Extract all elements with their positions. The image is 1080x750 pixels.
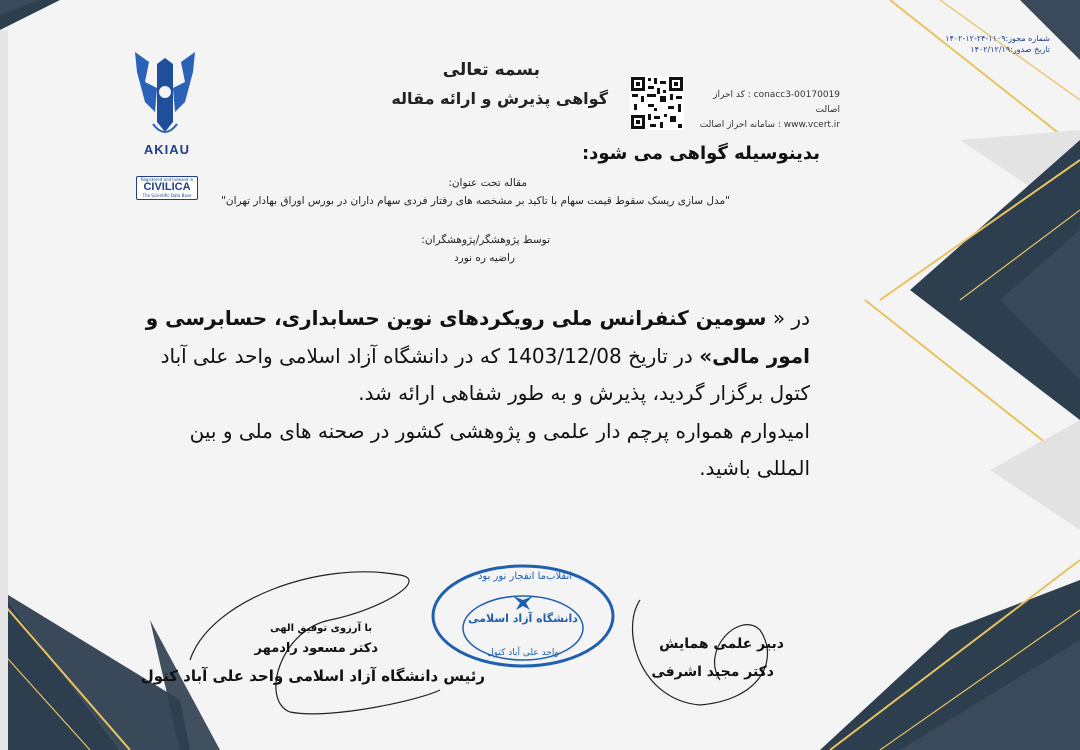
right-signer-title: دبیر علمی همایش <box>659 636 784 652</box>
closing-wish: امیدوارم همواره پرچم دار علمی و پژوهشی کشور در صحنه های ملی و بین المللی باشید. <box>189 418 810 480</box>
body-rest: که در دانشگاه آزاد اسلامی واحد علی آباد کتول برگزار گردید، پذیرش و به طور شفاهی ارائه شد. <box>160 343 810 405</box>
researchers-label: توسط پژوهشگر/پژوهشگران: <box>421 234 550 246</box>
body-prefix: در « <box>766 306 810 330</box>
verification-info <box>690 88 840 133</box>
left-edge-band <box>0 30 8 750</box>
right-signer-name: دکتر مجید اشرفی <box>651 664 774 680</box>
qr-code <box>630 76 684 130</box>
issue-date: تاریخ صدور:۱۴۰۲/۱۲/۱۹ <box>970 45 1050 54</box>
decor-top-left <box>0 0 60 30</box>
certificate-body <box>140 300 810 488</box>
signature-right-scribble <box>633 600 768 705</box>
researcher-name: راضیه ره نورد <box>453 252 515 264</box>
stamp-arc-text: انقلاب‌ما انفجار نور بود <box>477 571 573 582</box>
article-label: مقاله تحت عنوان: <box>448 177 527 189</box>
left-signer-title: رئیس دانشگاه آزاد اسلامی واحد علی آباد کتول <box>140 667 485 685</box>
stamp-line-2: واحد علی آباد کتول <box>487 648 559 658</box>
basmala: بسمه تعالی <box>442 60 540 80</box>
decor-right <box>865 140 1080 530</box>
left-signer-name: دکتر مسعود رادمهر <box>254 641 378 656</box>
verification-site[interactable]: www.vcert.ir : سامانه احراز اصالت <box>699 120 840 130</box>
conference-name: سومین کنفرانس ملی رویکردهای نوین حسابداری، حسابرسی و امور مالی <box>145 306 810 368</box>
certificate-meta <box>940 33 1050 55</box>
civilica-logo-text: CIVILICA <box>143 181 191 193</box>
left-signer-wish: با آرزوی توفیق الهی <box>270 623 372 634</box>
certifies-heading: بدینوسیله گواهی می شود: <box>581 143 820 164</box>
university-logo-caption: AKIAU <box>143 142 191 157</box>
civilica-bottom-text: The Scientific Data Base <box>142 193 192 198</box>
body-close: » <box>699 343 713 368</box>
verification-code: conacc3-00170019 : کد احراز اصالت <box>713 90 840 115</box>
date-phrase: در تاریخ <box>621 343 700 368</box>
certificate-title: گواهی پذیرش و ارائه مقاله <box>391 89 608 108</box>
article-title: "مدل سازی ریسک سقوط قیمت سهام با تاکید بر مشخصه های رفتار فردی سهام داران در بورس اوراق بهادار تهران" <box>221 195 730 207</box>
university-logo <box>135 52 195 132</box>
civilica-top-text: Registered and Indexed in <box>140 177 194 182</box>
decor-bottom-right <box>820 560 1080 750</box>
stamp-line-1: دانشگاه آزاد اسلامی <box>468 612 578 625</box>
permit-number: شماره مجوز:۱۱۰۹-۲۴-۱۲-۱۴۰۲ <box>945 34 1050 43</box>
conference-date: 1403/12/08 <box>506 343 622 368</box>
